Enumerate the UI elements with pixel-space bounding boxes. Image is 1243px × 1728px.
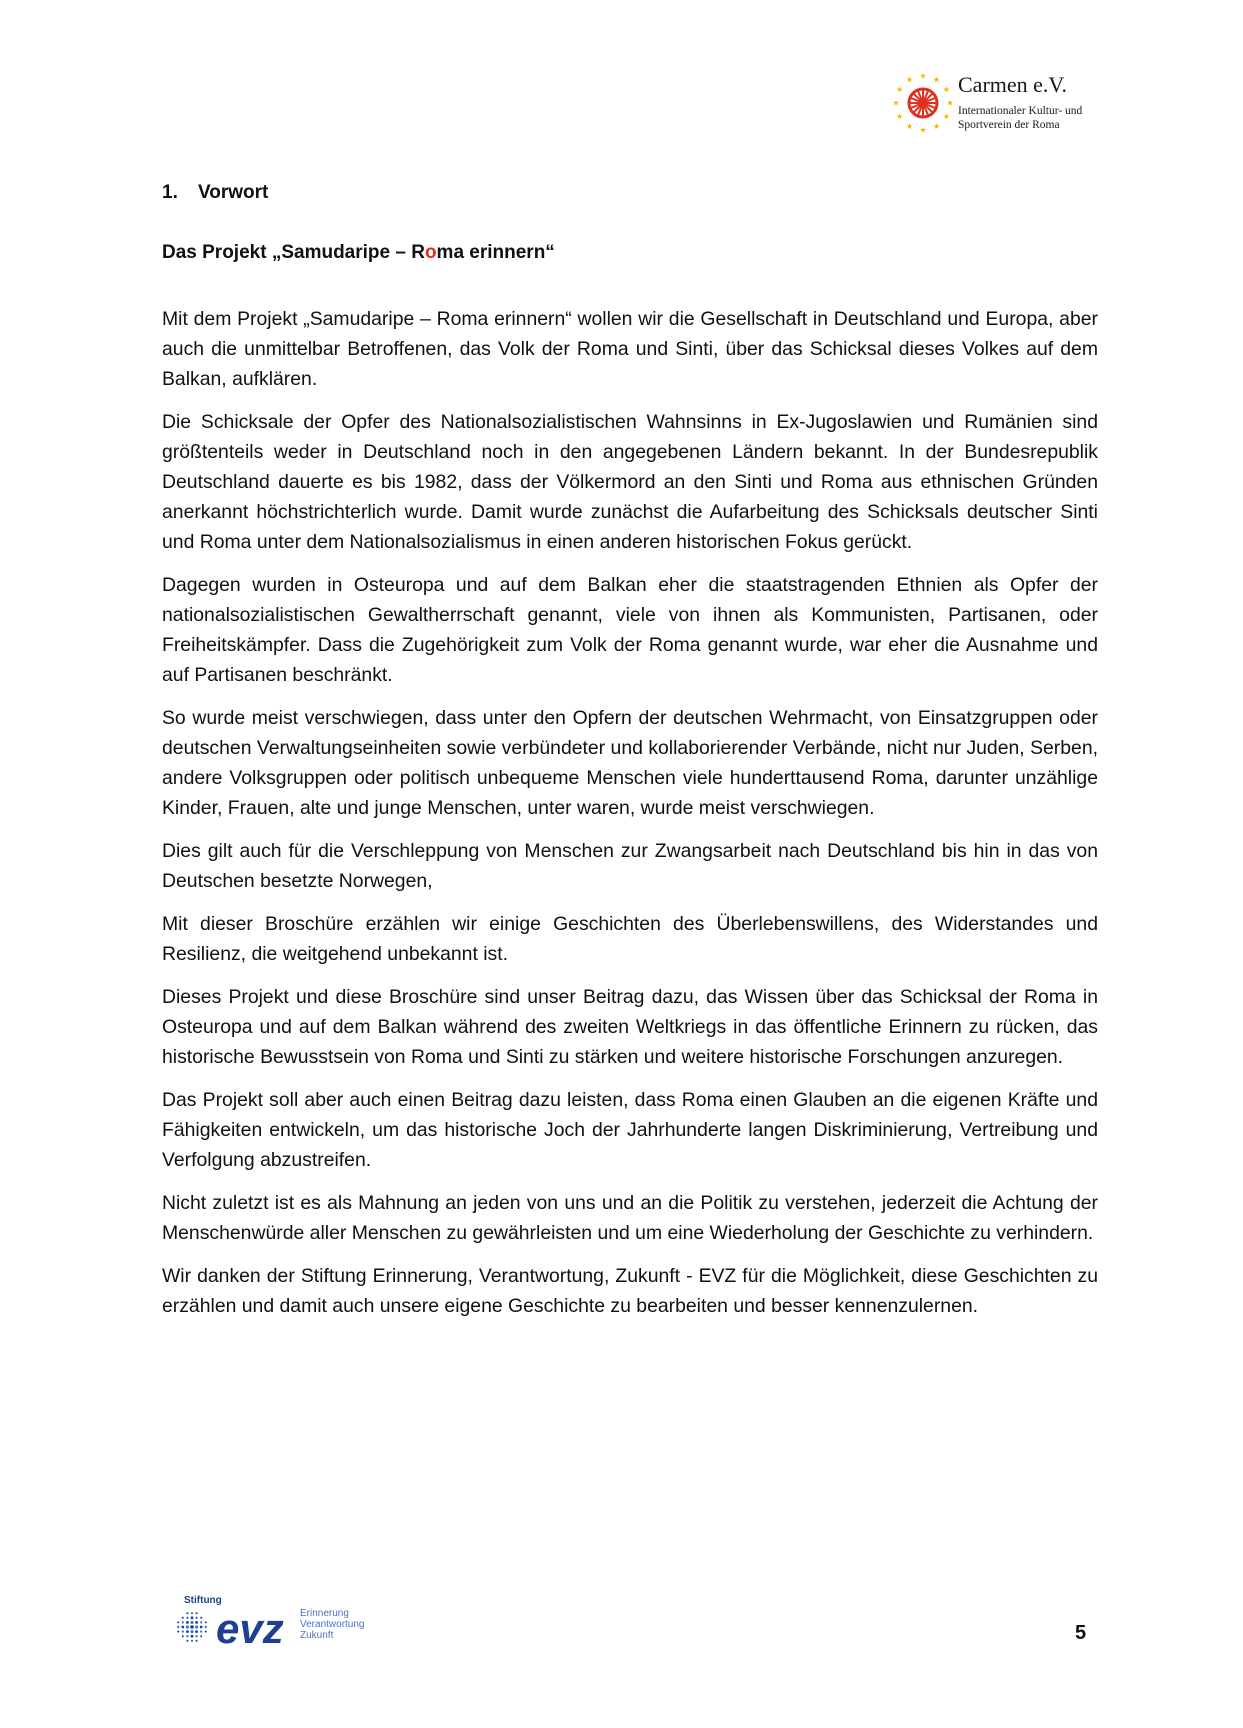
evz-line: Erinnerung xyxy=(300,1608,349,1619)
star-icon xyxy=(906,123,912,129)
evz-dot xyxy=(177,1621,179,1623)
evz-dot xyxy=(205,1621,207,1623)
star-icon xyxy=(920,73,926,79)
paragraph: Dieses Projekt und diese Broschüre sind unser Beitrag dazu, das Wissen über das Schicksal der Roma in Osteuropa und auf dem Balkan während des zweiten Weltkriegs in das öffentliche Erinnern zu rücken, das historische Bewusstsein von Roma und Sinti zu stärken und weitere historische Forschungen anzuregen. xyxy=(162,986,1098,1068)
evz-dot xyxy=(186,1621,189,1624)
page-number: 5 xyxy=(1075,1622,1087,1644)
evz-dot xyxy=(191,1616,194,1619)
section-number: 1. xyxy=(162,182,178,203)
evz-dot xyxy=(205,1626,207,1628)
paragraph: Dagegen wurden in Osteuropa und auf dem Balkan eher die staatstragenden Ethnien als Opfer der nationalsozialistischen Gewaltherrschaft genannt, viele von ihnen als Kommunisten, Partisanen, oder Freiheitskämpfer. Dass die Zugehörigkeit zum Volk der Roma genannt wurde, war eher die Ausnahme und auf Partisanen beschränkt. xyxy=(162,574,1098,686)
section-title-text: Vorwort xyxy=(198,182,269,203)
evz-dot xyxy=(195,1630,198,1633)
evz-dot xyxy=(200,1635,202,1637)
evz-dot xyxy=(186,1625,189,1628)
star-icon xyxy=(920,127,926,133)
section-title xyxy=(162,180,1098,206)
evz-dot xyxy=(182,1630,184,1632)
star-icon xyxy=(943,113,949,119)
evz-dot xyxy=(186,1635,188,1637)
evz-tagline xyxy=(300,1608,365,1641)
paragraph: Nicht zuletzt ist es als Mahnung an jeden von uns und an die Politik zu verstehen, jederzeit die Achtung der Menschenwürde aller Menschen zu gewährleisten und um eine Wiederholung der Geschichte zu verhindern. xyxy=(162,1192,1098,1244)
star-icon xyxy=(933,123,939,129)
evz-dot xyxy=(177,1626,179,1628)
evz-line: Verantwortung xyxy=(300,1619,365,1630)
evz-dot xyxy=(182,1621,184,1623)
paragraph: Mit dem Projekt „Samudaripe – Roma erinnern“ wollen wir die Gesellschaft in Deutschland und Europa, aber auch die unmittelbar Betroffenen, das Volk der Roma und Sinti, über das Schicksal dieses Volkes auf dem Balkan, aufklären. xyxy=(162,308,1098,390)
evz-dot xyxy=(181,1626,184,1629)
evz-dot xyxy=(200,1621,202,1623)
evz-dot xyxy=(186,1612,188,1614)
paragraph: Wir danken der Stiftung Erinnerung, Verantwortung, Zukunft - EVZ für die Möglichkeit, diese Geschichten zu erzählen und damit auch unsere eigene Geschichte zu bearbeiten und besser kennenzulernen. xyxy=(162,1265,1098,1317)
paragraph: So wurde meist verschwiegen, dass unter den Opfern der deutschen Wehrmacht, von Einsatzgruppen oder deutschen Verwaltungseinheiten sowie verbündeter und kollaborierender Verbände, nicht nur Juden, Serben, andere Volksgruppen oder politisch unbequeme Menschen viele hunderttausend Roma, darunter unzählige Kinder, Frauen, alte und junge Menschen, unter waren, wurde meist verschwiegen. xyxy=(162,707,1098,819)
evz-dot xyxy=(190,1630,193,1633)
evz-dot xyxy=(186,1640,188,1642)
evz-dot xyxy=(200,1630,202,1632)
paragraph: Das Projekt soll aber auch einen Beitrag dazu leisten, dass Roma einen Glauben an die eigenen Kräfte und Fähigkeiten entwickeln, um das historische Joch der Jahrhunderte langen Diskriminierung, Vertreibung und Verfolgung abzustreifen. xyxy=(162,1089,1098,1171)
project-title-start: Das Projekt „Samudaripe – R xyxy=(162,242,425,263)
evz-dot xyxy=(177,1631,179,1633)
star-icon xyxy=(897,113,903,119)
evz-dot xyxy=(182,1635,184,1637)
star-icon xyxy=(897,86,903,92)
evz-dot xyxy=(191,1612,193,1614)
evz-dot xyxy=(200,1626,203,1629)
star-icon xyxy=(943,86,949,92)
carmen-logo xyxy=(890,70,1120,140)
evz-stiftung-label: Stiftung xyxy=(184,1595,222,1606)
star-icon xyxy=(893,100,899,106)
evz-dot xyxy=(205,1631,207,1633)
evz-dot xyxy=(196,1640,198,1642)
evz-dot xyxy=(191,1640,193,1642)
evz-dot xyxy=(186,1617,188,1619)
star-icon xyxy=(947,100,953,106)
paragraph: Mit dieser Broschüre erzählen wir einige Geschichten des Überlebenswillens, des Widerstandes und Resilienz, die weitgehend unbekannt ist. xyxy=(162,913,1098,965)
evz-dot xyxy=(195,1617,197,1619)
org-subtitle: Internationaler Kultur- und Sportverein der Roma xyxy=(958,105,1083,131)
evz-dot xyxy=(195,1635,197,1637)
project-title xyxy=(162,240,1098,266)
roma-wheel-stars-icon xyxy=(890,70,956,136)
evz-logo xyxy=(172,1595,382,1655)
star-icon xyxy=(906,76,912,82)
svg-text:evz: evz xyxy=(216,1605,284,1652)
evz-dot xyxy=(190,1621,193,1624)
org-name: Carmen e.V. xyxy=(958,72,1067,97)
evz-dot xyxy=(186,1630,189,1633)
evz-dot xyxy=(200,1617,202,1619)
star-icon xyxy=(933,76,939,82)
evz-dot xyxy=(195,1625,198,1628)
project-title-highlight: o xyxy=(424,242,437,263)
evz-dot xyxy=(196,1612,198,1614)
evz-line: Zukunft xyxy=(300,1630,334,1641)
paragraph: Die Schicksale der Opfer des Nationalsozialistischen Wahnsinns in Ex-Jugoslawien und Rumänien sind größtenteils weder in Deutschland noch in den angegebenen Ländern bekannt. In der Bundesrepublik Deutschland dauerte es bis 1982, dass der Völkermord an den Sinti und Roma aus ethnischen Gründen anerkannt höchstrichterlich wurde. Damit wurde zunächst die Aufarbeitung des Schicksals deutscher Sinti und Roma unter dem Nationalsozialismus in einen anderen historischen Fokus gerückt. xyxy=(162,411,1098,553)
evz-dot xyxy=(195,1621,198,1624)
evz-dot xyxy=(191,1635,194,1638)
paragraph: Dies gilt auch für die Verschleppung von Menschen zur Zwangsarbeit nach Deutschland bis hin in das von Deutschen besetzte Norwegen, xyxy=(162,840,1098,892)
project-title-end: ma erinnern“ xyxy=(436,242,555,263)
main-content xyxy=(162,180,1098,1334)
evz-dot xyxy=(182,1617,184,1619)
evz-dot xyxy=(190,1625,194,1629)
